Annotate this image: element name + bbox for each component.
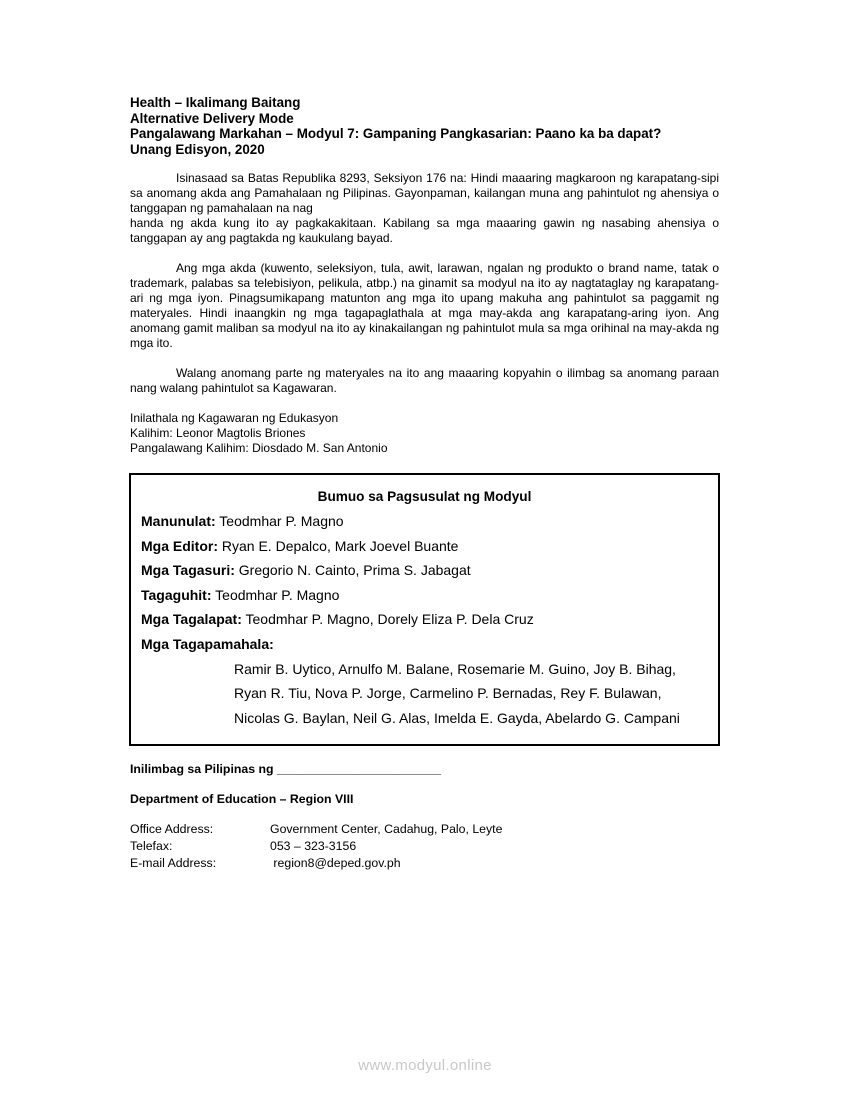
contact-value: 053 – 323-3156	[270, 839, 357, 853]
document-page	[130, 95, 719, 456]
managers-list	[234, 657, 718, 731]
contact-row-telefax	[130, 838, 502, 855]
credit-row-illustrator	[141, 583, 718, 608]
watermark: www.modyul.online	[358, 1057, 492, 1074]
credit-value: Ryan E. Depalco, Mark Joevel Buante	[221, 537, 459, 554]
contact-label: Office Address:	[130, 822, 214, 836]
printed-in-line: Inilimbag sa Pilipinas ng ________________________	[130, 762, 442, 776]
header-module-title: Pangalawang Markahan – Modyul 7: Gampaning Pangkasarian: Paano ka ba dapat?	[130, 126, 662, 142]
contact-label: E-mail Address:	[130, 856, 217, 870]
credit-value: Teodmhar P. Magno	[215, 586, 340, 603]
document-header	[130, 95, 719, 157]
credit-row-layout-artists	[141, 607, 718, 632]
managers-line: Ramir B. Uytico, Arnulfo M. Balane, Rosemarie M. Guino, Joy B. Bihag,	[234, 660, 676, 677]
managers-line: Nicolas G. Baylan, Neil G. Alas, Imelda E. Gayda, Abelardo G. Campani	[234, 709, 680, 726]
publisher-line: Inilathala ng Kagawaran ng Edukasyon	[130, 411, 339, 426]
credit-value: Teodmhar P. Magno, Dorely Eliza P. Dela Cruz	[245, 611, 534, 628]
credit-row-editors	[141, 534, 718, 559]
contact-row-address	[130, 821, 502, 838]
department-heading: Department of Education – Region VIII	[130, 792, 354, 806]
credit-label: Mga Tagapamahala:	[141, 635, 274, 652]
contact-info	[130, 821, 502, 872]
credit-label: Manunulat:	[141, 513, 216, 529]
credit-label: Mga Editor:	[141, 537, 218, 554]
credit-row-managers	[141, 632, 718, 657]
credit-value: Gregorio N. Cainto, Prima S. Jabagat	[238, 562, 471, 579]
credit-label: Mga Tagasuri:	[141, 562, 235, 579]
publisher-info	[130, 411, 719, 456]
undersecretary-line: Pangalawang Kalihim: Diosdado M. San Antonio	[130, 441, 388, 456]
credit-label: Tagaguhit:	[141, 586, 212, 603]
credit-row-reviewers	[141, 558, 718, 583]
credits-title: Bumuo sa Pagsusulat ng Modyul	[317, 489, 532, 504]
credit-row-writer	[141, 509, 718, 534]
copyright-paragraph-2: Ang mga akda (kuwento, seleksiyon, tula, awit, larawan, ngalan ng produkto o brand name, tatak o trademark, palabas sa telebisiyon, pelikula, atbp.) na ginamit sa modyul na ito ay nagtataglay ng karapatang-ari ng mga iyon. Pinagsumikapang matunton ang mga ito upang makuha ang pahintulot sa paggamit ng materyales. Hindi inaangkin ng mga tagapaglathala at mga may-akda ang karapatang-aring iyon. Ang anomang gamit maliban sa modyul na ito ay kinakailangan ng pahintulot mula sa mga orihinal na may-akda ng mga ito.	[130, 261, 719, 351]
email-link[interactable]: region8@deped.gov.ph	[270, 856, 401, 870]
managers-line: Ryan R. Tiu, Nova P. Jorge, Carmelino P. Bernadas, Rey F. Bulawan,	[234, 685, 662, 702]
header-mode: Alternative Delivery Mode	[130, 110, 294, 126]
copyright-paragraph-3: Walang anomang parte ng materyales na ito ang maaaring kopyahin o ilimbag sa anomang paraan nang walang pahintulot sa Kagawaran.	[130, 366, 719, 396]
contact-row-email	[130, 855, 502, 872]
credit-value: Teodmhar P. Magno	[219, 513, 344, 529]
credits-box	[129, 473, 720, 746]
contact-value: Government Center, Cadahug, Palo, Leyte	[270, 822, 503, 836]
copyright-paragraph-1b: handa ng akda kung ito ay pagkakakitaan. Kabilang sa mga maaaring gawin ng nasabing ahensiya o tanggapan ay ang pagtakda ng kaukulang bayad.	[130, 216, 719, 246]
header-edition: Unang Edisyon, 2020	[130, 141, 265, 157]
header-subject: Health – Ikalimang Baitang	[130, 95, 301, 110]
copyright-paragraph-1a: Isinasaad sa Batas Republika 8293, Seksiyon 176 na: Hindi maaaring magkaroon ng karapatang-sipi sa anomang akda ang Pamahalaan ng Pilipinas. Gayonpaman, kailangan muna ang pahintulot ng ahensiya o tanggapan ng pamahalaan na nag	[130, 171, 719, 216]
credit-label: Mga Tagalapat:	[141, 611, 242, 628]
credits-list	[141, 509, 718, 657]
secretary-line: Kalihim: Leonor Magtolis Briones	[130, 426, 306, 441]
contact-label: Telefax:	[130, 839, 173, 853]
